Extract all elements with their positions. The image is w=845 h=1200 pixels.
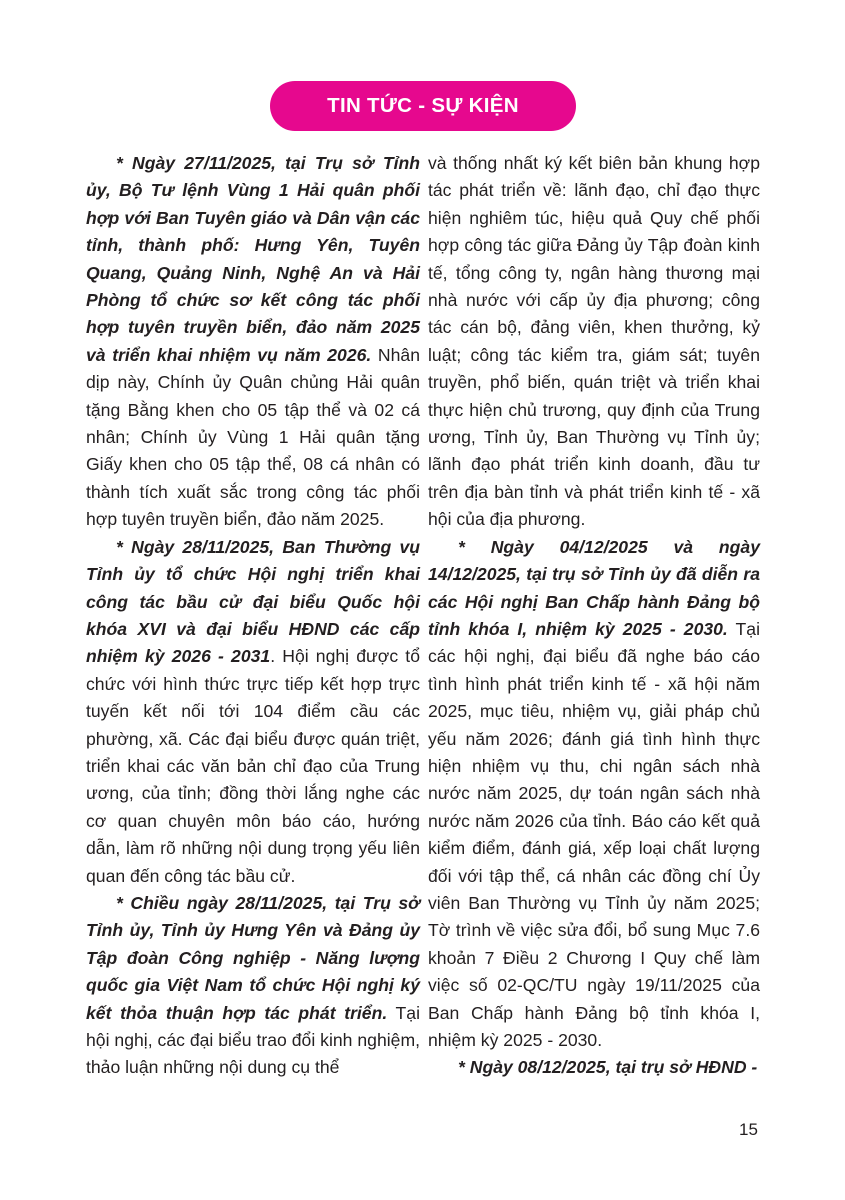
news-item-heading: * Ngày 27/11/2025, tại Trụ sở Tỉnh ủy, Bộ Tư lệnh Vùng 1 Hải quân phối hợp với Ban Tuyên giáo và Dân vận các tỉnh, thành phố: Hưng Yên, Tuyên Quang, Quảng Ninh, Nghệ An và Hải Phòng tổ chức sơ kết công tác phối hợp tuyên truyền biển, đảo năm 2025 và triển khai nhiệm vụ năm 2026. [86,153,420,365]
news-item-body: và thống nhất ký kết biên bản khung hợp tác phát triển về: lãnh đạo, chỉ đạo thực hiện nghiêm túc, hiệu quả Quy chế phối hợp công tác giữa Đảng ủy Tập đoàn kinh tế, tổng công ty, ngân hàng thương mại nhà nước với cấp ủy địa phương; công tác cán bộ, đảng viên, khen thưởng, kỷ luật; công tác kiểm tra, giám sát; tuyên truyền, phổ biến, quán triệt và triển khai thực hiện chủ trương, quy định của Trung ương, Tỉnh ủy, Ban Thường vụ Tỉnh ủy; lãnh đạo phát triển kinh doanh, đầu tư trên địa bàn tỉnh và phát triển kinh tế - xã hội của địa phương. [428,153,760,530]
news-item-heading: * Ngày 28/11/2025, Ban Thường vụ Tỉnh ủy tổ chức Hội nghị triển khai công tác bầu cử đại biểu Quốc hội khóa XVI và đại biểu HĐND các cấp nhiệm kỳ 2026 - 2031 [86,536,420,667]
news-item [428,1054,760,1081]
news-item-heading: * Ngày 04/12/2025 và ngày 14/12/2025, tại trụ sở Tỉnh ủy đã diễn ra các Hội nghị Ban Chấp hành Đảng bộ tỉnh khóa I, nhiệm kỳ 2025 - 2030. [428,536,760,639]
news-item-heading: * Ngày 08/12/2025, tại trụ sở HĐND - [458,1057,758,1078]
right-column [428,150,760,1082]
news-item [428,534,760,1055]
page-number: 15 [739,1120,758,1139]
news-item-body: Tại hội nghị, các đại biểu trao đổi kinh nghiệm, thảo luận những nội dung cụ thể [86,1002,420,1078]
news-item [86,890,420,1082]
news-item [86,150,420,534]
news-item-body: Tại các hội nghị, đại biểu đã nghe báo cáo tình hình phát triển kinh tế - xã hội năm 2025, mục tiêu, nhiệm vụ, giải pháp chủ yếu năm 2026; đánh giá tình hình thực hiện nhiệm vụ thu, chi ngân sách nhà nước năm 2025, dự toán ngân sách nhà nước năm 2026 của tỉnh. Báo cáo kết quả kiểm điểm, đánh giá, xếp loại chất lượng đối với tập thể, cá nhân các đồng chí Ủy viên Ban Thường vụ Tỉnh ủy năm 2025; Tờ trình về việc sửa đổi, bổ sung Mục 7.6 khoản 7 Điều 2 Chương I Quy chế làm việc số 02-QC/TU ngày 19/11/2025 của Ban Chấp hành Đảng bộ tỉnh khóa I, nhiệm kỳ 2025 - 2030. [428,618,760,1050]
news-item-heading: * Chiều ngày 28/11/2025, tại Trụ sở Tỉnh ủy, Tỉnh ủy Hưng Yên và Đảng ủy Tập đoàn Công nghiệp - Năng lượng quốc gia Việt Nam tổ chức Hội nghị ký kết thỏa thuận hợp tác phát triển. [86,892,420,1023]
news-item-body: Nhân dịp này, Chính ủy Quân chủng Hải quân tặng Bằng khen cho 05 tập thể và 02 cá nhân; Chính ủy Vùng 1 Hải quân tặng Giấy khen cho 05 tập thể, 08 cá nhân có thành tích xuất sắc trong công tác phối hợp tuyên truyền biển, đảo năm 2025. [86,344,420,530]
news-item-body: . Hội nghị được tổ chức với hình thức trực tiếp kết hợp trực tuyến kết nối tới 104 điểm cầu các phường, xã. Các đại biểu được quán triệt, triển khai các văn bản chỉ đạo của Trung ương, của tỉnh; đồng thời lắng nghe các cơ quan chuyên môn báo cáo, hướng dẫn, làm rõ những nội dung trọng yếu liên quan đến công tác bầu cử. [86,646,420,886]
news-item-continued [428,150,760,534]
section-title: TIN TỨC - SỰ KIỆN [327,94,519,117]
section-header-badge [270,81,576,131]
left-column [86,150,420,1082]
news-item [86,534,420,890]
